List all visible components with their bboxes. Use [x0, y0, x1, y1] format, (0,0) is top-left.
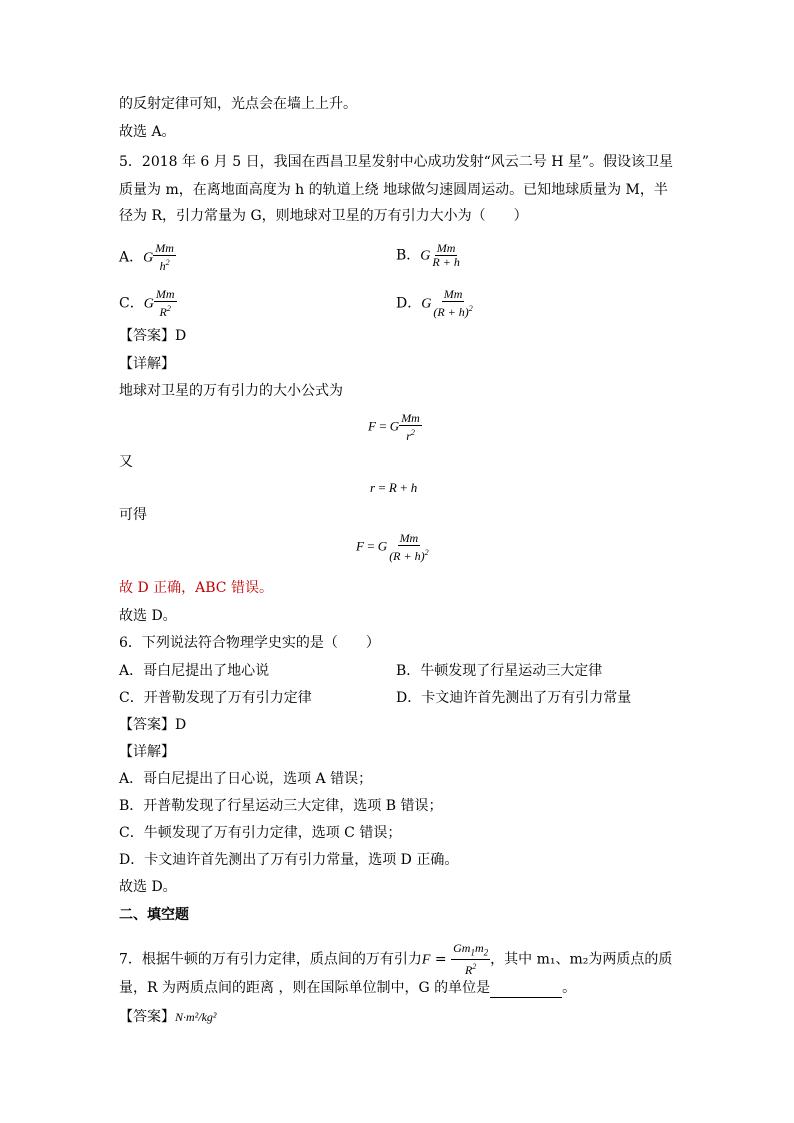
explanation-6b: B．开普勒发现了行星运动三大定律，选项 B 错误； — [119, 798, 443, 814]
choose-5: 故选 D。 — [119, 608, 177, 624]
formula-gravity: F = G $\frac{Mm}{r^2}$ — [368, 411, 420, 443]
option-b[interactable]: B．G $\frac{Mm}{R + h}$ — [396, 241, 460, 269]
detail-5-text: 地球对卫星的万有引力的大小公式为 — [119, 383, 343, 399]
question-7-line2: 量，R 为两质点间的距离 ，则在国际单位制中，G 的单位是 。 — [119, 980, 577, 996]
answer-7: 【答案】N·m²/kg² — [119, 1009, 217, 1025]
question-6-stem: 6．下列说法符合物理学史实的是（ ） — [119, 635, 380, 651]
formula-result: F = G $\frac{Mm}{(R + h)^2}$ — [356, 531, 429, 563]
option-c[interactable]: C．G $\frac{Mm}{R^2}$ — [119, 287, 175, 319]
option-a[interactable]: A．G $\frac{Mm}{h^2}$ — [119, 241, 174, 273]
explanation-6c: C．牛顿发现了万有引力定律，选项 C 错误； — [119, 825, 402, 841]
question-5-line1: 5．2018 年 6 月 5 日，我国在西昌卫星发射中心成功发射“风云二号 H 星”。假设该卫星 — [119, 154, 674, 170]
formula-radius: r = R + h — [370, 480, 418, 495]
text-kede: 可得 — [119, 507, 147, 523]
answer-6: 【答案】D — [119, 717, 187, 733]
explanation-6d: D．卡文迪许首先测出了万有引力常量，选项 D 正确。 — [119, 852, 459, 868]
option-6c[interactable]: C．开普勒发现了万有引力定律 — [119, 690, 312, 706]
choose-6: 故选 D。 — [119, 879, 177, 895]
option-6d[interactable]: D．卡文迪许首先测出了万有引力常量 — [396, 690, 632, 706]
text-you: 又 — [119, 454, 133, 470]
question-5-line3: 径为 R，引力常量为 G，则地球对卫星的万有引力大小为（ ） — [119, 208, 528, 224]
question-7-line1: 7．根据牛顿的万有引力定律，质点间的万有引力F = $\frac{Gm_1m_2}{R^2}$ ，其中 m₁、m₂为两质点的质 — [119, 941, 673, 978]
question-5-line2: 质量为 m，在离地面高度为 h 的轨道上绕 地球做匀速圆周运动。已知地球质量为 M，半 — [119, 182, 668, 198]
option-d[interactable]: D．G $\frac{Mm}{(R + h)^2}$ — [396, 287, 473, 319]
section-heading: 二、填空题 — [119, 907, 189, 923]
conclusion-5: 故 D 正确，ABC 错误。 — [119, 580, 273, 596]
answer-blank[interactable] — [490, 983, 562, 998]
text-line: 的反射定律可知，光点会在墙上上升。 — [119, 96, 357, 112]
text-line: 故选 A。 — [119, 124, 176, 140]
detail-6: 【详解】 — [119, 744, 175, 760]
detail-5: 【详解】 — [119, 356, 175, 372]
option-6a[interactable]: A．哥白尼提出了地心说 — [119, 663, 270, 679]
explanation-6a: A．哥白尼提出了日心说，选项 A 错误； — [119, 771, 373, 787]
answer-5: 【答案】D — [119, 328, 187, 344]
option-6b[interactable]: B．牛顿发现了行星运动三大定律 — [396, 663, 603, 679]
